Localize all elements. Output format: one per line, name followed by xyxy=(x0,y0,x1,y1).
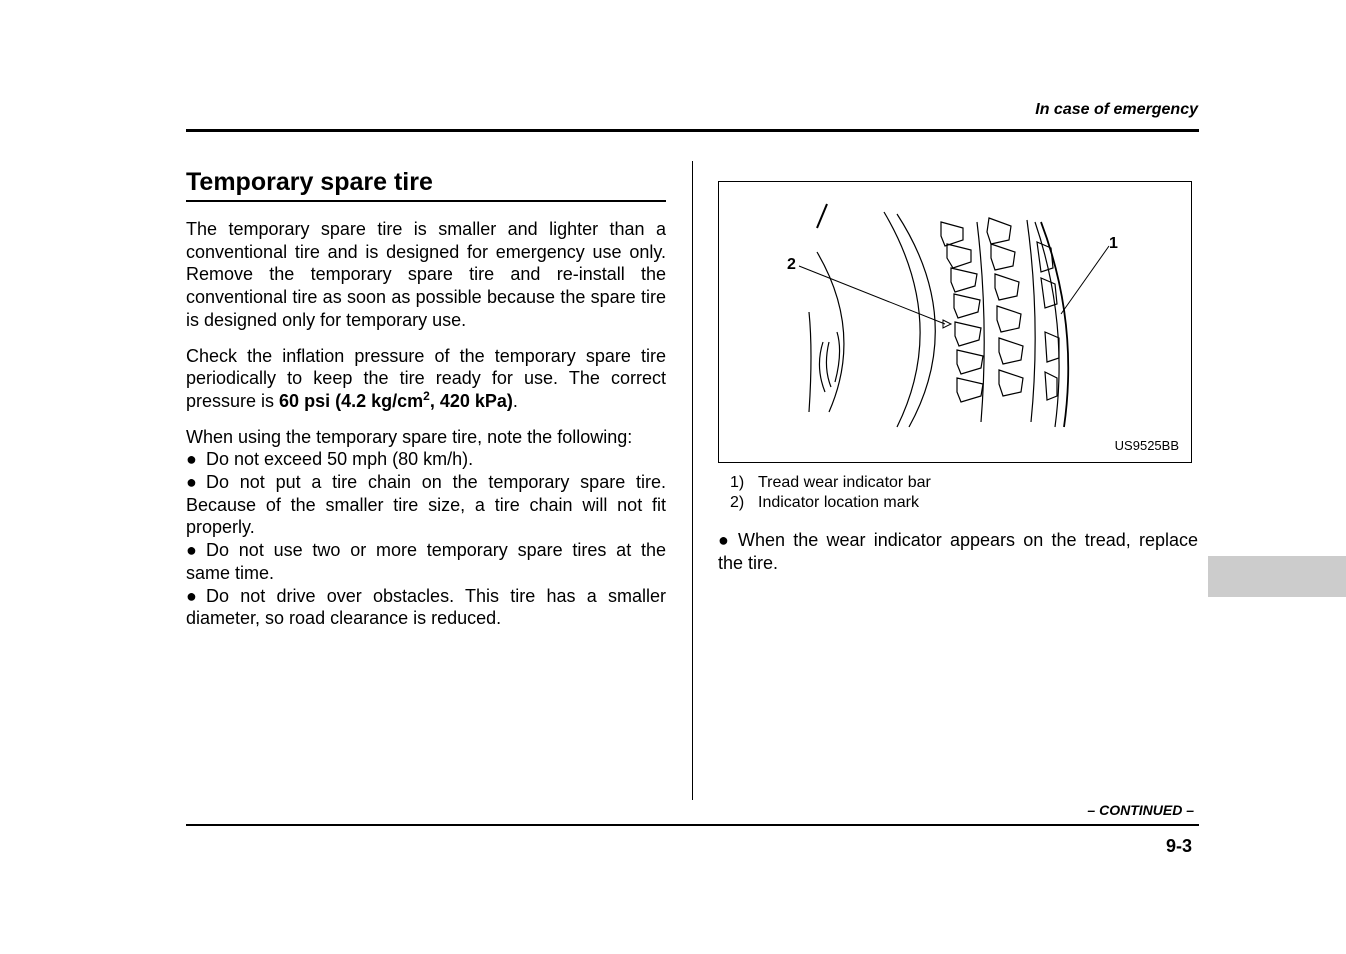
pressure-text: Check the inflation pressure of the temporary spare tire periodically to keep the tire ready for use. The correct pressure is xyxy=(186,345,666,411)
bullet-icon: ● xyxy=(186,585,197,606)
figure-code: US9525BB xyxy=(1114,438,1179,453)
left-column xyxy=(186,166,666,630)
pressure-value: 60 psi (4.2 $kg/cm^2$, 420 kPa) xyxy=(279,388,513,411)
tire-tread-illustration xyxy=(718,181,1192,463)
header-rule xyxy=(186,129,1199,132)
callout-1: 1 xyxy=(1109,235,1118,252)
continued-label: – CONTINUED – xyxy=(1087,802,1194,818)
bullet-icon: ● xyxy=(186,540,197,561)
section-heading: Temporary spare tire xyxy=(186,166,666,202)
page-number: 9-3 xyxy=(1165,836,1192,856)
column-divider xyxy=(692,161,693,800)
bullet-item: ● When the wear indicator appears on the tread, replace the tire. xyxy=(718,530,1198,573)
bullet-item: ● Do not put a tire chain on the temporary spare tire. Because of the smaller tire size, a tire chain will not fit properly. xyxy=(186,472,666,538)
bullet-icon: ● xyxy=(186,472,197,493)
superscript-2: 2 xyxy=(423,388,430,403)
pressure-paragraph: Check the inflation pressure of the temporary spare tire periodically to keep the tire ready for use. The correct pressure is 60 psi (4.2 $kg/cm^2$, 420 kPa). xyxy=(186,345,666,411)
footer-rule xyxy=(186,824,1199,826)
chapter-side-tab xyxy=(1208,556,1346,597)
bullet-item: ● Do not use two or more temporary spare tires at the same time. xyxy=(186,540,666,583)
callout-2: 2 xyxy=(787,256,796,273)
caption-item: 2) Indicator location mark xyxy=(730,494,919,511)
bullet-item: ● Do not drive over obstacles. This tire has a smaller diameter, so road clearance is reduced. xyxy=(186,585,666,629)
bullet-item: ● Do not exceed 50 mph (80 km/h). xyxy=(186,449,474,470)
caption-item: 1) Tread wear indicator bar xyxy=(730,474,931,491)
figure-captions xyxy=(730,473,931,513)
usage-notes-intro: When using the temporary spare tire, note the following: xyxy=(186,426,633,447)
right-column xyxy=(718,529,1198,574)
tire-drawing xyxy=(719,182,1193,464)
running-header: In case of emergency xyxy=(1035,101,1198,118)
bullet-icon: ● xyxy=(186,449,197,470)
bullet-icon: ● xyxy=(718,530,729,550)
intro-paragraph: The temporary spare tire is smaller and lighter than a conventional tire and is designed for emergency use only. Remove the temporary spare tire and re-install the conventional tire as soon as possible because the spare tire is designed only for temporary use. xyxy=(186,219,666,330)
